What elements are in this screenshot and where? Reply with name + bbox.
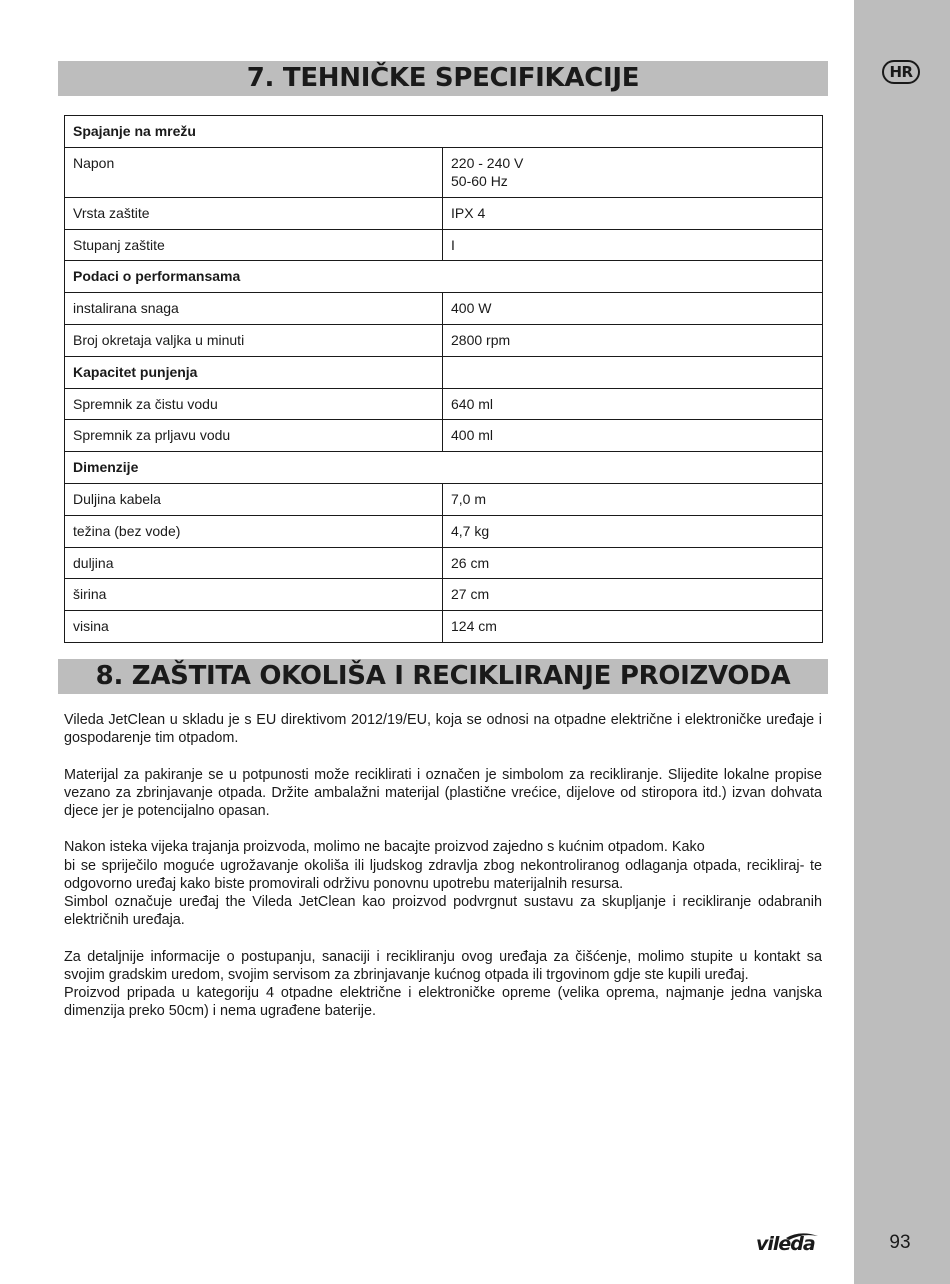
table-row	[65, 515, 823, 547]
table-row	[65, 324, 823, 356]
group-header: Kapacitet punjenja	[65, 356, 443, 388]
table-row	[65, 611, 823, 643]
page-number: 93	[889, 1232, 911, 1253]
table-row	[65, 420, 823, 452]
spec-value: 2800 rpm	[443, 324, 823, 356]
table-row	[65, 229, 823, 261]
paragraph: Materijal za pakiranje se u potpunosti može reciklirati i označen je simbolom za recikliranje. Slijedite lokalne propise vezano za zbrinjavanje otpada. Držite ambalažni materijal (plastične vrećice, dijelove od stiropora itd.) izvan dohvata djece jer je potencijalno opasan.	[64, 766, 822, 819]
spec-value: 640 ml	[443, 388, 823, 420]
spec-value: 400 W	[443, 293, 823, 325]
spec-label: Vrsta zaštite	[65, 197, 443, 229]
paragraph-line: bi se spriječilo moguće ugrožavanje okoliša ili ljudskog zdravlja zbog nekontroliranog odlaganja otpada, recikliraj- te odgovorno uređaj kako biste promovirali održivu ponovnu upotrebu materijalnih resursa.	[64, 857, 822, 892]
spec-value: 124 cm	[443, 611, 823, 643]
spec-value-line: 220 - 240 V	[451, 154, 524, 171]
table-row	[65, 452, 823, 484]
spec-label: visina	[65, 611, 443, 643]
table-row	[65, 388, 823, 420]
spec-label: instalirana snaga	[65, 293, 443, 325]
side-strip	[854, 0, 950, 1284]
section-7-title: 7. TEHNIČKE SPECIFIKACIJE	[58, 61, 828, 96]
spec-value: 27 cm	[443, 579, 823, 611]
spec-label: Spremnik za čistu vodu	[65, 388, 443, 420]
spec-label: duljina	[65, 547, 443, 579]
spec-label: težina (bez vode)	[65, 515, 443, 547]
table-row	[65, 147, 823, 197]
group-header: Podaci o performansama	[65, 261, 823, 293]
paragraph	[64, 948, 822, 1021]
spec-value	[443, 147, 823, 197]
spec-label: Stupanj zaštite	[65, 229, 443, 261]
spec-value: I	[443, 229, 823, 261]
spec-label: Broj okretaja valjka u minuti	[65, 324, 443, 356]
table-row	[65, 293, 823, 325]
spec-value: 26 cm	[443, 547, 823, 579]
vileda-logo	[756, 1232, 826, 1256]
paragraph-line: Nakon isteka vijeka trajanja proizvoda, molimo ne bacajte proizvod zajedno s kućnim otpadom. Kako	[64, 839, 705, 856]
spec-label: Napon	[65, 147, 443, 197]
group-header: Spajanje na mrežu	[65, 116, 823, 148]
spec-value: 7,0 m	[443, 483, 823, 515]
group-header: Dimenzije	[65, 452, 823, 484]
paragraph-line: Za detaljnije informacije o postupanju, sanaciji i recikliranju ovog uređaja za čišćenje, molimo stupite u kontakt sa svojim gradskim uredom, svojim servisom za zbrinjavanje kućnog otpada ili trgovinom gdje ste kupili uređaj.	[64, 948, 822, 983]
spec-value: 400 ml	[443, 420, 823, 452]
paragraph-line: Simbol označuje uređaj the Vileda JetClean kao proizvod podvrgnut sustavu za skupljanje i recikliranje odabranih električnih uređaja.	[64, 894, 822, 929]
table-row	[65, 579, 823, 611]
paragraph-line: Proizvod pripada u kategoriju 4 otpadne električne i elektroničke opreme (velika oprema, najmanje jedna vanjska dimenzija preko 50cm) i nema ugrađene baterije.	[64, 985, 822, 1020]
spec-value	[443, 356, 823, 388]
paragraph	[64, 838, 822, 929]
table-row	[65, 261, 823, 293]
table-row	[65, 483, 823, 515]
spec-label: Spremnik za prljavu vodu	[65, 420, 443, 452]
table-row	[65, 356, 823, 388]
environment-text	[64, 711, 822, 1039]
paragraph: Vileda JetClean u skladu je s EU direktivom 2012/19/EU, koja se odnosi na otpadne električne i elektroničke uređaje i gospodarenje tim otpadom.	[64, 712, 822, 747]
logo-wordmark: vileda	[756, 1233, 815, 1255]
table-row	[65, 116, 823, 148]
spec-value: IPX 4	[443, 197, 823, 229]
spec-table	[64, 115, 823, 643]
section-8-title: 8. ZAŠTITA OKOLIŠA I RECIKLIRANJE PROIZVODA	[58, 659, 828, 694]
spec-label: širina	[65, 579, 443, 611]
table-row	[65, 197, 823, 229]
language-badge: HR	[882, 60, 920, 84]
spec-value-line: 50-60 Hz	[451, 172, 508, 189]
spec-label: Duljina kabela	[65, 483, 443, 515]
spec-value: 4,7 kg	[443, 515, 823, 547]
table-row	[65, 547, 823, 579]
